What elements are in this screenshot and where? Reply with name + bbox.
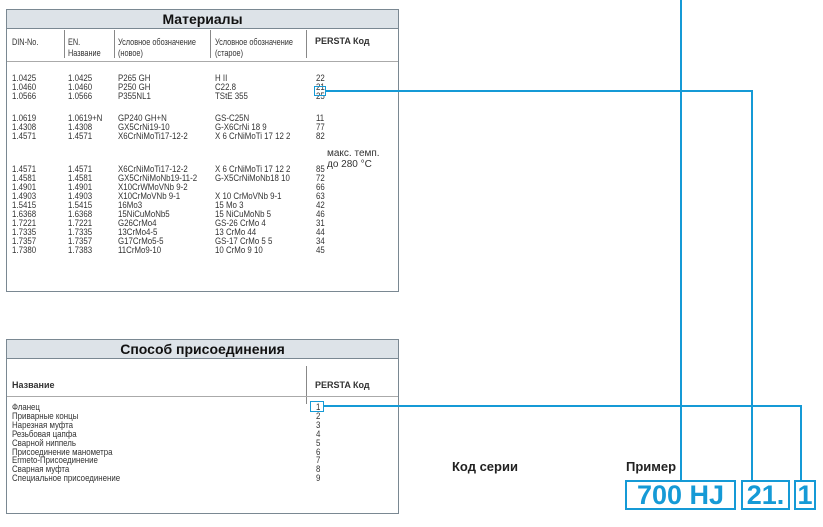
connections-title: Способ присоединения (7, 340, 398, 359)
materials-cell-old: TStE 355 (215, 90, 248, 101)
materials-cell-code: 31 (316, 217, 325, 228)
materials-title: Материалы (7, 10, 398, 29)
materials-cell-old: GS-17 CrMo 5 5 (215, 235, 273, 246)
materials-cell-en: 1.7383 (68, 244, 93, 255)
header-code: PERSTA Код (315, 36, 370, 46)
materials-cell-din: 1.7357 (12, 235, 37, 246)
materials-cell-new: GX5CrNiMoNb19-11-2 (118, 172, 198, 183)
materials-cell-en: 1.4571 (68, 163, 93, 174)
connection-code: 8 (316, 463, 321, 475)
note-line-1: макс. темп. (327, 148, 380, 159)
header-en-2: Название (68, 47, 101, 58)
materials-cell-din: 1.7380 (12, 244, 37, 255)
materials-cell-old: X 10 CrMoVNb 9-1 (215, 190, 282, 201)
materials-cell-old: X 6 CrNiMoTi 17 12 2 (215, 163, 291, 174)
materials-cell-din: 1.4571 (12, 130, 37, 141)
materials-cell-old: G-X6CrNi 18 9 (215, 121, 267, 132)
materials-cell-old: 15 Mo 3 (215, 199, 244, 210)
materials-cell-code: 25 (316, 90, 325, 101)
materials-cell-en: 1.0460 (68, 81, 93, 92)
materials-cell-code: 77 (316, 121, 325, 132)
materials-cell-din: 1.4903 (12, 190, 37, 201)
connection-name: Специальное присоединение (12, 472, 121, 484)
connections-table (6, 339, 399, 514)
materials-cell-en: 1.4581 (68, 172, 93, 183)
example-label: Пример (626, 459, 677, 474)
materials-cell-new: P250 GH (118, 81, 151, 92)
materials-cell-code: 66 (316, 181, 325, 192)
header-new-1: Условное обозначение (118, 36, 196, 47)
materials-cell-old: 13 CrMo 44 (215, 226, 257, 237)
connection-code: 1 (316, 401, 321, 412)
materials-cell-din: 1.4581 (12, 172, 37, 183)
materials-cell-new: 16Mo3 (118, 199, 143, 210)
materials-cell-old: G-X5CrNiMoNb18 10 (215, 172, 290, 183)
connection-name: Нарезная муфта (12, 418, 74, 430)
materials-cell-en: 1.0566 (68, 90, 93, 101)
connection-code: 6 (316, 445, 321, 457)
highlight-code-1 (310, 401, 324, 412)
header-new-2: (новое) (118, 47, 143, 58)
materials-cell-new: 11CrMo9-10 (118, 244, 162, 255)
materials-cell-en: 1.7221 (68, 217, 93, 228)
materials-cell-new: X10CrWMoVNb 9-2 (118, 181, 188, 192)
materials-cell-en: 1.5415 (68, 199, 93, 210)
materials-cell-code: 82 (316, 130, 325, 141)
materials-cell-en: 1.4901 (68, 181, 93, 192)
materials-cell-old: GS-C25N (215, 112, 250, 123)
connection-code: 9 (316, 472, 321, 484)
materials-cell-en: 1.0425 (68, 72, 93, 83)
series-code-label: Код серии (452, 459, 518, 474)
connection-code: 7 (316, 454, 321, 466)
header-code: PERSTA Код (315, 380, 370, 390)
materials-cell-en: 1.0619+N (68, 112, 103, 123)
materials-cell-code: 72 (316, 172, 325, 183)
materials-cell-din: 1.7221 (12, 217, 37, 228)
connection-name: Присоединение манометра (12, 445, 113, 457)
example-series-code: 700 HJ (625, 480, 736, 510)
connection-code: 5 (316, 436, 321, 448)
materials-cell-new: GX5CrNi19-10 (118, 121, 170, 132)
materials-cell-en: 1.7357 (68, 235, 93, 246)
highlight-code-21 (314, 86, 326, 96)
materials-cell-code: 42 (316, 199, 325, 210)
header-din: DIN-No. (12, 36, 39, 47)
materials-cell-old: X 6 CrNiMoTi 17 12 2 (215, 130, 291, 141)
materials-cell-din: 1.0566 (12, 90, 37, 101)
materials-cell-new: G26CrMo4 (118, 217, 157, 228)
header-name: Название (12, 380, 55, 390)
header-old-2: (старое) (215, 47, 244, 58)
header-en-1: EN. (68, 36, 81, 47)
header-old-1: Условное обозначение (215, 36, 293, 47)
materials-cell-new: GP240 GH+N (118, 112, 167, 123)
materials-cell-new: P355NL1 (118, 90, 151, 101)
materials-cell-code: 44 (316, 226, 325, 237)
materials-cell-en: 1.6368 (68, 208, 93, 219)
connection-name: Приварные концы (12, 409, 79, 421)
materials-cell-old: GS-26 CrMo 4 (215, 217, 266, 228)
materials-cell-en: 1.7335 (68, 226, 93, 237)
materials-cell-en: 1.4308 (68, 121, 93, 132)
materials-cell-code: 34 (316, 235, 325, 246)
materials-cell-din: 1.4571 (12, 163, 37, 174)
materials-cell-new: G17CrMo5-5 (118, 235, 164, 246)
connection-name: Резьбовая цапфа (12, 427, 77, 439)
example-material-code: 21. (741, 480, 790, 510)
materials-cell-en: 1.4571 (68, 130, 93, 141)
example-connection-code: 1 (794, 480, 816, 510)
connection-code: 3 (316, 418, 321, 430)
materials-cell-din: 1.4901 (12, 181, 37, 192)
materials-cell-code: 22 (316, 72, 325, 83)
materials-cell-old: H II (215, 72, 228, 83)
note-line-2: до 280 °C (327, 159, 372, 170)
materials-cell-new: P265 GH (118, 72, 151, 83)
materials-cell-old: C22.8 (215, 81, 237, 92)
materials-cell-din: 1.0619 (12, 112, 37, 123)
connection-name: Фланец (12, 401, 40, 412)
materials-cell-new: X6CrNiMoTi17-12-2 (118, 130, 188, 141)
materials-cell-din: 1.4308 (12, 121, 37, 132)
materials-cell-code: 46 (316, 208, 325, 219)
materials-cell-din: 1.0425 (12, 72, 37, 83)
connection-code: 4 (316, 427, 321, 439)
materials-cell-new: X6CrNiMoTi17-12-2 (118, 163, 188, 174)
materials-cell-code: 45 (316, 244, 325, 255)
materials-cell-new: 13CrMo4-5 (118, 226, 158, 237)
connection-name: Ermeto-Присоединение (12, 454, 98, 466)
materials-cell-din: 1.7335 (12, 226, 37, 237)
materials-cell-code: 85 (316, 163, 325, 174)
materials-cell-en: 1.4903 (68, 190, 93, 201)
materials-cell-din: 1.5415 (12, 199, 37, 210)
materials-cell-code: 11 (316, 112, 325, 123)
materials-table (6, 9, 399, 292)
materials-cell-din: 1.6368 (12, 208, 37, 219)
connection-name: Сварная муфта (12, 463, 70, 475)
materials-cell-code: 21 (316, 81, 325, 92)
materials-cell-old: 15 NiCuMoNb 5 (215, 208, 272, 219)
connection-name: Сварной ниппель (12, 436, 76, 448)
materials-cell-code: 63 (316, 190, 325, 201)
connection-code: 2 (316, 409, 321, 421)
materials-cell-old: 10 CrMo 9 10 (215, 244, 263, 255)
materials-cell-din: 1.0460 (12, 81, 37, 92)
materials-cell-new: X10CrMoVNb 9-1 (118, 190, 181, 201)
materials-cell-new: 15NiCuMoNb5 (118, 208, 170, 219)
